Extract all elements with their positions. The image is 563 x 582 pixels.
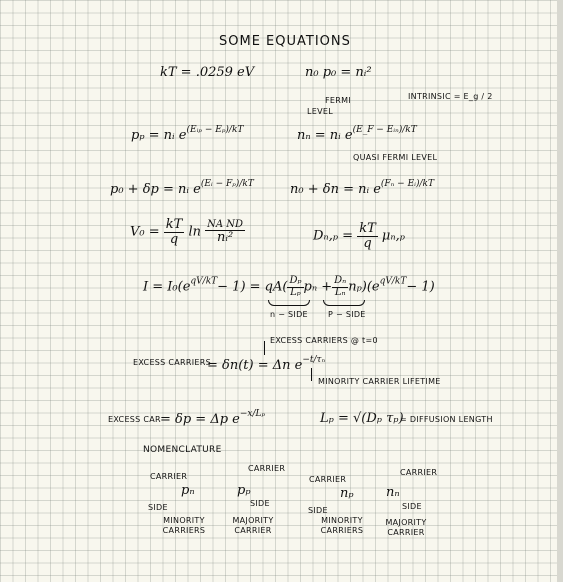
nom2-symbol: pₚ [237, 483, 251, 498]
dp-num: Dₚ [289, 275, 302, 286]
pp-lhs: pₚ = nᵢ e [131, 128, 187, 143]
spatial-exponent: −x/Lₚ [239, 409, 266, 419]
nom1-side: SIDE [148, 503, 168, 512]
arg-num: NA ND [207, 218, 244, 230]
built-in-voltage-equation [130, 218, 245, 246]
majority-electron-equation [297, 126, 417, 142]
nom3-side: SIDE [308, 506, 328, 515]
einstein-relation [313, 222, 405, 250]
dp-den: Lₚ [290, 286, 301, 298]
n-side-brace [268, 300, 310, 306]
excess-arrow [264, 341, 265, 355]
quasi-electron-equation [290, 180, 434, 196]
nom4-side: SIDE [402, 502, 422, 511]
kt-value: kT = .0259 eV [160, 65, 255, 80]
arg-den: nᵢ² [217, 230, 234, 246]
d-frac-den: q [363, 235, 372, 251]
diode-equation [143, 276, 435, 298]
v0-lhs: V₀ = [130, 224, 160, 240]
frac-num: kT [165, 217, 183, 232]
diffusion-length-label: = DIFFUSION LENGTH [400, 415, 493, 424]
diode-exp2: qV/kT [379, 276, 407, 287]
kt-over-q [164, 218, 185, 246]
frac-den: q [169, 231, 179, 247]
dn-num: Dₙ [334, 275, 347, 286]
nom2-side: SIDE [250, 499, 270, 508]
nom2-carrier: CARRIER [248, 464, 286, 473]
nom1-symbol: pₙ [181, 483, 195, 498]
spatial-decay-equation [160, 410, 265, 426]
pp-exponent: (Eᵢₚ − Eₚ)/kT [186, 125, 244, 135]
p-side-label: P − SIDE [328, 310, 366, 319]
pn-term: pₙ + [303, 279, 333, 295]
excess-car-label: EXCESS CAR [108, 415, 161, 424]
d-frac-num: kT [359, 221, 376, 236]
nom3-symbol: nₚ [340, 486, 354, 501]
level-label: LEVEL [307, 107, 333, 116]
n-quasi-lhs: n₀ + δn = nᵢ e [290, 182, 381, 197]
excess-carrier-decay [207, 356, 325, 372]
diode-mid: − 1) = qA( [217, 279, 288, 295]
diode-end: − 1) [406, 279, 435, 295]
nom1-desc: MINORITY CARRIERS [162, 516, 206, 535]
np-term: nₚ)(e [348, 279, 380, 295]
majority-hole-equation [131, 126, 243, 142]
dp-over-lp [287, 276, 303, 298]
decay-lhs: = δn(t) = Δn e [207, 358, 303, 373]
quasi-hole-equation [110, 180, 254, 196]
n-side-label: n − SIDE [270, 310, 308, 319]
ln-argument [205, 220, 245, 245]
d-kt-over-q [357, 222, 378, 250]
nn-lhs: nₙ = nᵢ e [297, 128, 353, 143]
lifetime-arrow [311, 368, 312, 381]
dn-den: Lₙ [334, 286, 346, 298]
dn-over-ln [332, 276, 348, 298]
nn-exponent: (E_F − Eᵢₙ)/kT [352, 125, 417, 135]
ln-symbol: ln [188, 224, 201, 240]
nom2-desc: MAJORITY CARRIER [232, 516, 274, 535]
mass-action-law: n₀ p₀ = nᵢ² [305, 65, 372, 80]
intrinsic-label: INTRINSIC = E_g / 2 [408, 92, 493, 101]
nom3-desc: MINORITY CARRIERS [320, 516, 364, 535]
diffusion-length-equation: Lₚ = √(Dₚ τₚ) [320, 411, 404, 426]
mobility: μₙ,ₚ [381, 228, 405, 244]
nom4-desc: MAJORITY CARRIER [385, 518, 427, 537]
page-title: SOME EQUATIONS [219, 34, 351, 49]
nom4-carrier: CARRIER [400, 468, 438, 477]
d-lhs: Dₙ,ₚ = [313, 228, 354, 244]
spatial-lhs: = δp = Δp e [160, 412, 240, 427]
nom3-carrier: CARRIER [309, 475, 347, 484]
excess-carriers-label: EXCESS CARRIERS [133, 358, 212, 367]
nomenclature-heading: NOMENCLATURE [143, 445, 222, 455]
excess-at-t0-note: EXCESS CARRIERS @ t=0 [270, 336, 378, 345]
p-side-brace [323, 300, 365, 306]
minority-lifetime-note: MINORITY CARRIER LIFETIME [318, 377, 441, 386]
quasi-fermi-label: QUASI FERMI LEVEL [353, 153, 438, 162]
fermi-label: FERMI [325, 96, 351, 105]
nom1-carrier: CARRIER [150, 472, 188, 481]
diode-exp1: qV/kT [190, 276, 218, 287]
decay-exponent: −t/τₙ [302, 355, 326, 365]
diode-lhs: I = I₀(e [143, 279, 191, 295]
p-quasi-exponent: (Eᵢ − Fₚ)/kT [200, 179, 254, 189]
nom4-symbol: nₙ [386, 485, 400, 500]
n-quasi-exponent: (Fₙ − Eᵢ)/kT [380, 179, 434, 189]
p-quasi-lhs: p₀ + δp = nᵢ e [110, 182, 201, 197]
